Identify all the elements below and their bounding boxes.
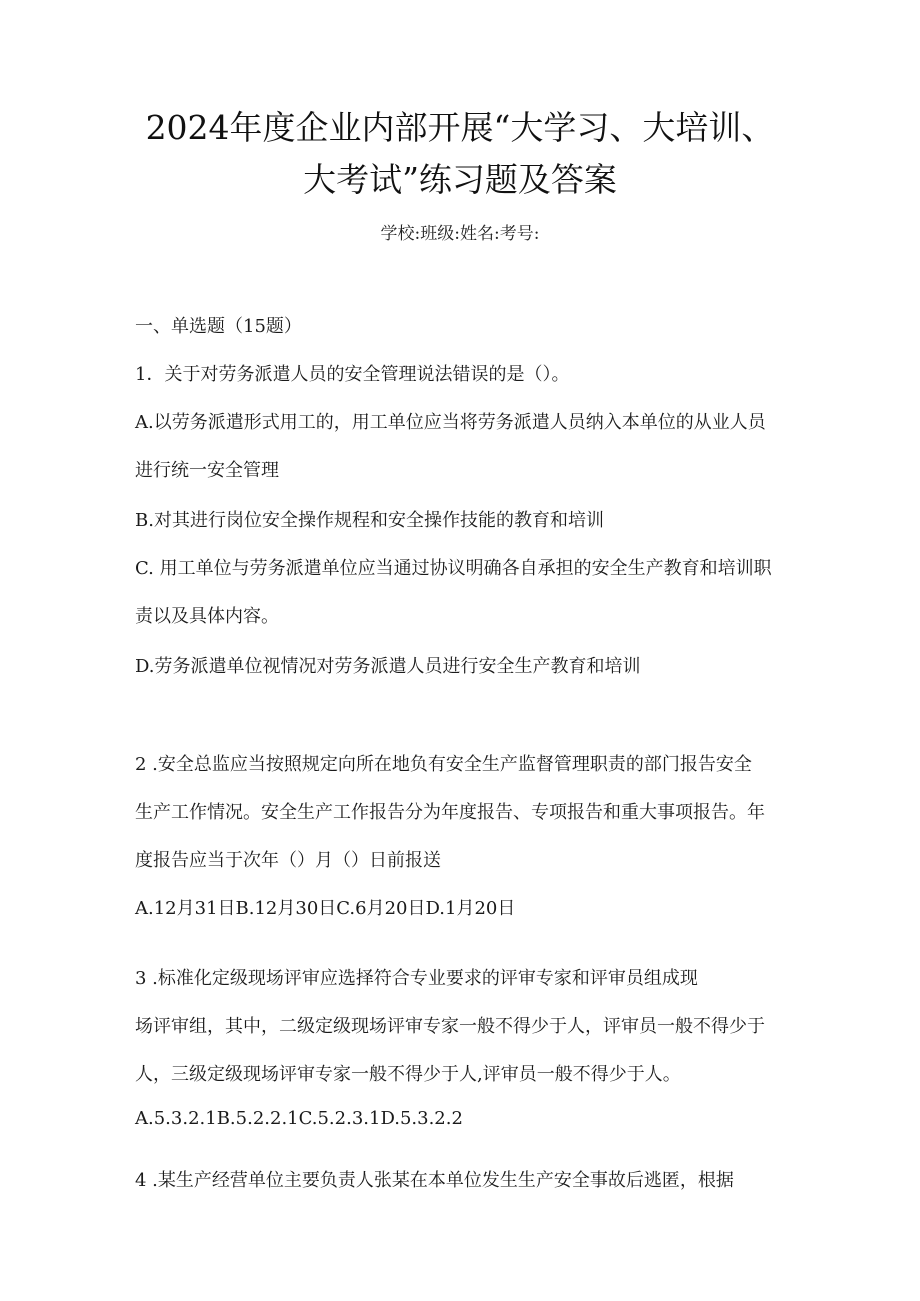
question-1-option-c-cont: 责以及具体内容。 bbox=[135, 606, 279, 627]
document-title-line-2: 大考试”练习题及答案 bbox=[303, 160, 617, 199]
question-2-stem-line-1: 2 .安全总监应当按照规定向所在地负有安全生产监督管理职责的部门报告安全 bbox=[135, 754, 752, 775]
question-1-option-d: D.劳务派遣单位视情况对劳务派遣人员进行安全生产教育和培训 bbox=[135, 656, 641, 677]
question-2-options: A.12月31日B.12月30日C.6月20日D.1月20日 bbox=[135, 898, 516, 919]
document-title-line-1: 2024年度企业内部开展“大学习、大培训、 bbox=[145, 108, 775, 147]
section-heading: 一、单选题（15题） bbox=[135, 316, 302, 337]
question-1-stem: 1．关于对劳务派遣人员的安全管理说法错误的是（）。 bbox=[135, 364, 570, 385]
student-info-line: 学校:班级:姓名:考号: bbox=[380, 224, 540, 244]
question-1-option-c: C. 用工单位与劳务派遣单位应当通过协议明确各自承担的安全生产教育和培训职 bbox=[135, 558, 772, 579]
question-1-option-a: A.以劳务派遣形式用工的，用工单位应当将劳务派遣人员纳入本单位的从业人员 bbox=[135, 412, 766, 433]
question-1-option-a-cont: 进行统一安全管理 bbox=[135, 460, 279, 481]
question-2-stem-line-2: 生产工作情况。安全生产工作报告分为年度报告、专项报告和重大事项报告。年 bbox=[135, 802, 765, 823]
question-2-stem-line-3: 度报告应当于次年（）月（）日前报送 bbox=[135, 850, 441, 871]
question-3-options: A.5.3.2.1B.5.2.2.1C.5.2.3.1D.5.3.2.2 bbox=[135, 1108, 463, 1129]
question-3-stem-line-1: 3 .标准化定级现场评审应选择符合专业要求的评审专家和评审员组成现 bbox=[135, 968, 698, 989]
question-1-option-b: B.对其进行岗位安全操作规程和安全操作技能的教育和培训 bbox=[135, 510, 604, 531]
question-3-stem-line-3: 人，三级定级现场评审专家一般不得少于人,评审员一般不得少于人。 bbox=[135, 1064, 681, 1085]
question-3-stem-line-2: 场评审组，其中，二级定级现场评审专家一般不得少于人，评审员一般不得少于 bbox=[135, 1016, 765, 1037]
question-4-stem-line-1: 4 .某生产经营单位主要负责人张某在本单位发生生产安全事故后逃匿，根据 bbox=[135, 1170, 734, 1191]
